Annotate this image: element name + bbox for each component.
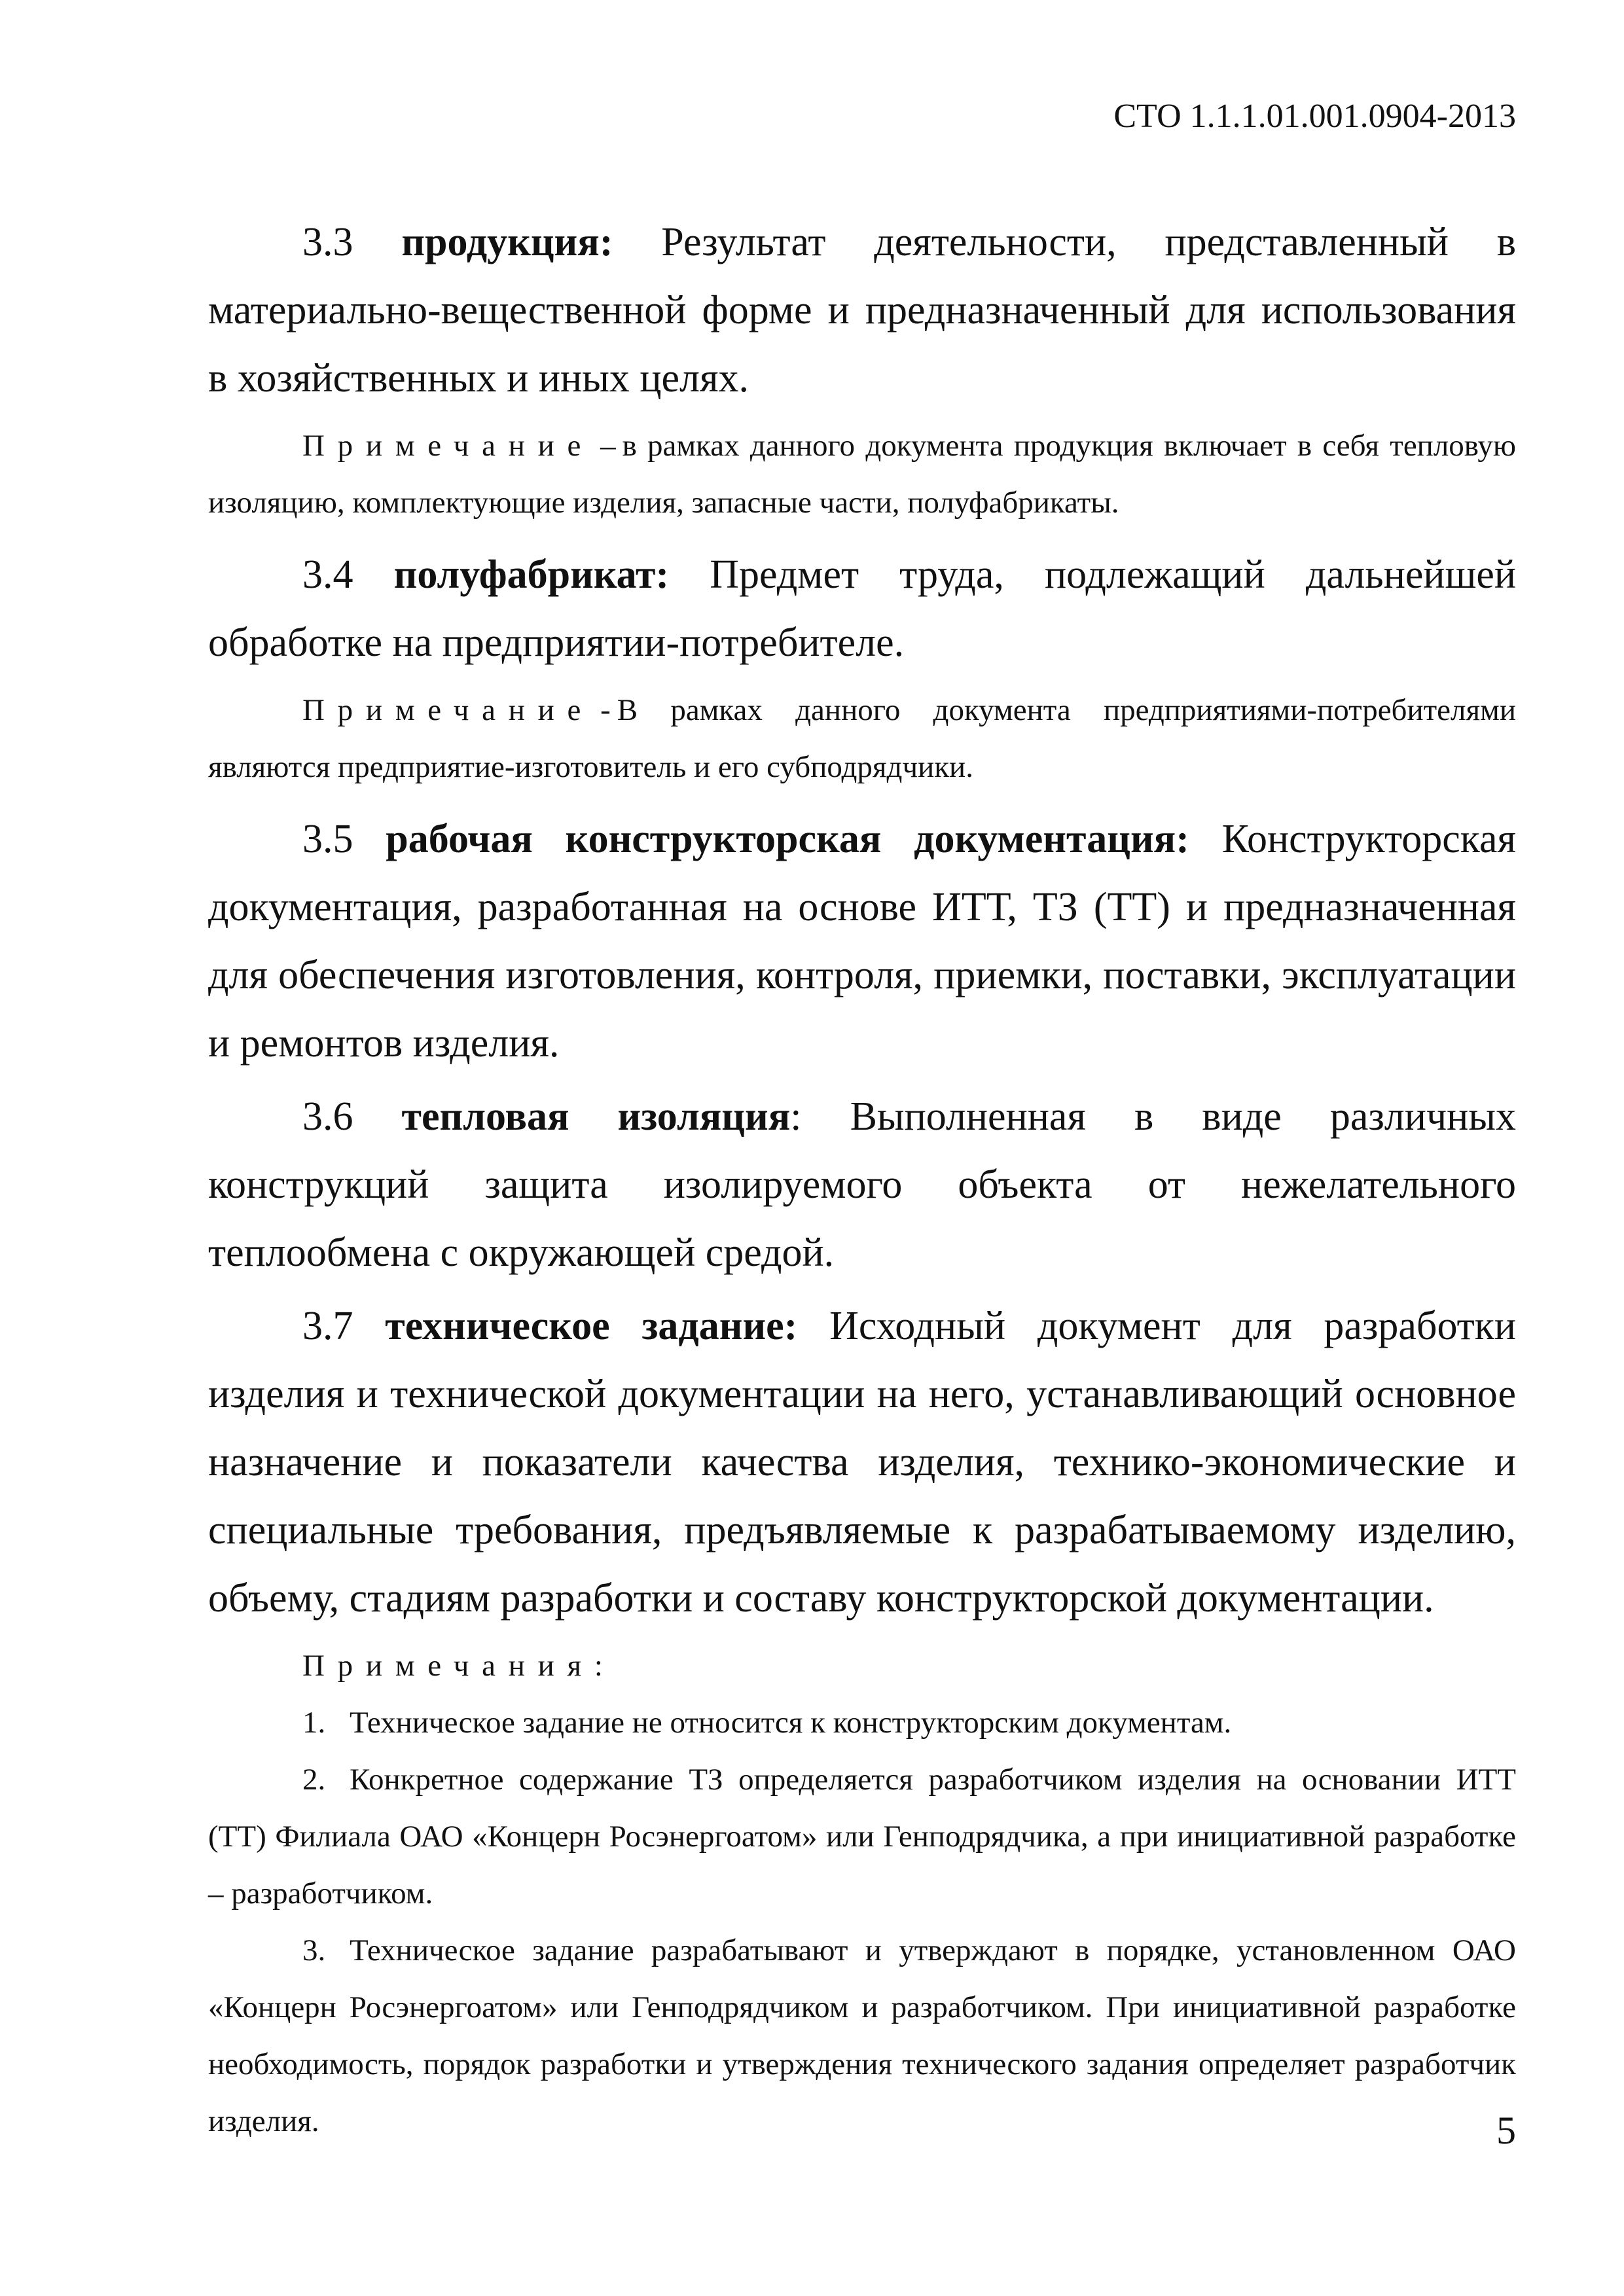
definition-3-6 <box>208 1083 1516 1287</box>
note-item-number: 3. <box>302 1933 326 1967</box>
note-item-text: Конкретное содержание ТЗ определяется разработчиком изделия на основании ИТТ (ТТ) Филиала ОАО «Концерн Росэнергоатом» или Генподрядчика, а при инициативной разработке – разработчиком. <box>208 1763 1516 1910</box>
term-heading: продукция: <box>401 220 613 264</box>
definition-3-7 <box>208 1292 1516 1632</box>
note-text: В рамках данного документа предприятиями-потребителями являются предприятие-изготовитель и его субподрядчики. <box>208 693 1516 784</box>
section-number: 3.4 <box>302 552 353 597</box>
note-3-3 <box>208 418 1516 531</box>
page-number: 5 <box>1496 2109 1516 2152</box>
notes-label: Примечания: <box>302 1649 616 1683</box>
definition-text: Результат деятельности, представленный в материально-вещественной форме и предназначенный для использования в хозяйственных и иных целях. <box>208 220 1517 401</box>
definition-3-5 <box>208 805 1516 1077</box>
definition-text: Исходный документ для разработки изделия и технической документации на него, устанавливающий основное назначение и показатели качества изделия, технико-экономические и специальные требования, предъявляемые к разрабатываемому изделию, объему, стадиям разработки и составу конструкторской документации. <box>208 1304 1517 1621</box>
page-content <box>208 208 1516 2150</box>
section-number: 3.6 <box>302 1094 353 1139</box>
term-heading: тепловая изоляция <box>401 1094 791 1139</box>
section-number: 3.7 <box>302 1304 353 1348</box>
term-heading: полуфабрикат: <box>393 552 670 597</box>
note-label: Примечание <box>302 429 594 463</box>
note-dash: – <box>600 429 616 463</box>
section-number: 3.5 <box>302 817 353 861</box>
note-item-number: 1. <box>302 1706 326 1740</box>
note-item-2 <box>208 1751 1516 1922</box>
note-3-4 <box>208 682 1516 796</box>
document-code: СТО 1.1.1.01.001.0904-2013 <box>1113 98 1516 135</box>
note-item-1 <box>208 1695 1516 1751</box>
note-dash: - <box>600 693 611 727</box>
term-heading: техническое задание: <box>385 1304 798 1348</box>
note-text: в рамках данного документа продукция включает в себя тепловую изоляцию, комплектующие изделия, запасные части, полуфабрикаты. <box>208 429 1516 520</box>
definition-3-4 <box>208 541 1516 677</box>
note-item-number: 2. <box>302 1763 326 1797</box>
definition-text: Предмет труда, подлежащий дальнейшей обработке на предприятии-потребителе. <box>208 552 1517 665</box>
definition-text: Конструкторская документация, разработанная на основе ИТТ, ТЗ (ТТ) и предназначенная для обеспечения изготовления, контроля, приемки, поставки, эксплуатации и ремонтов изделия. <box>208 817 1516 1066</box>
notes-heading <box>208 1638 1516 1695</box>
definition-3-3 <box>208 208 1516 412</box>
definition-text: Выполненная в виде различных конструкций защита изолируемого объекта от нежелательного теплообмена с окружающей средой. <box>208 1094 1516 1275</box>
note-item-text: Техническое задание не относится к конструкторским документам. <box>350 1706 1232 1740</box>
term-heading: рабочая конструкторская документация: <box>386 817 1189 861</box>
note-label: Примечание <box>302 693 594 727</box>
section-number: 3.3 <box>302 220 353 264</box>
note-item-3 <box>208 1922 1516 2150</box>
note-item-text: Техническое задание разрабатывают и утверждают в порядке, установленном ОАО «Концерн Росэнергоатом» или Генподрядчиком и разработчиком. При инициативной разработке необходимость, порядок разработки и утверждения технического задания определяет разработчик изделия. <box>208 1933 1516 2138</box>
term-colon: : <box>790 1094 802 1139</box>
